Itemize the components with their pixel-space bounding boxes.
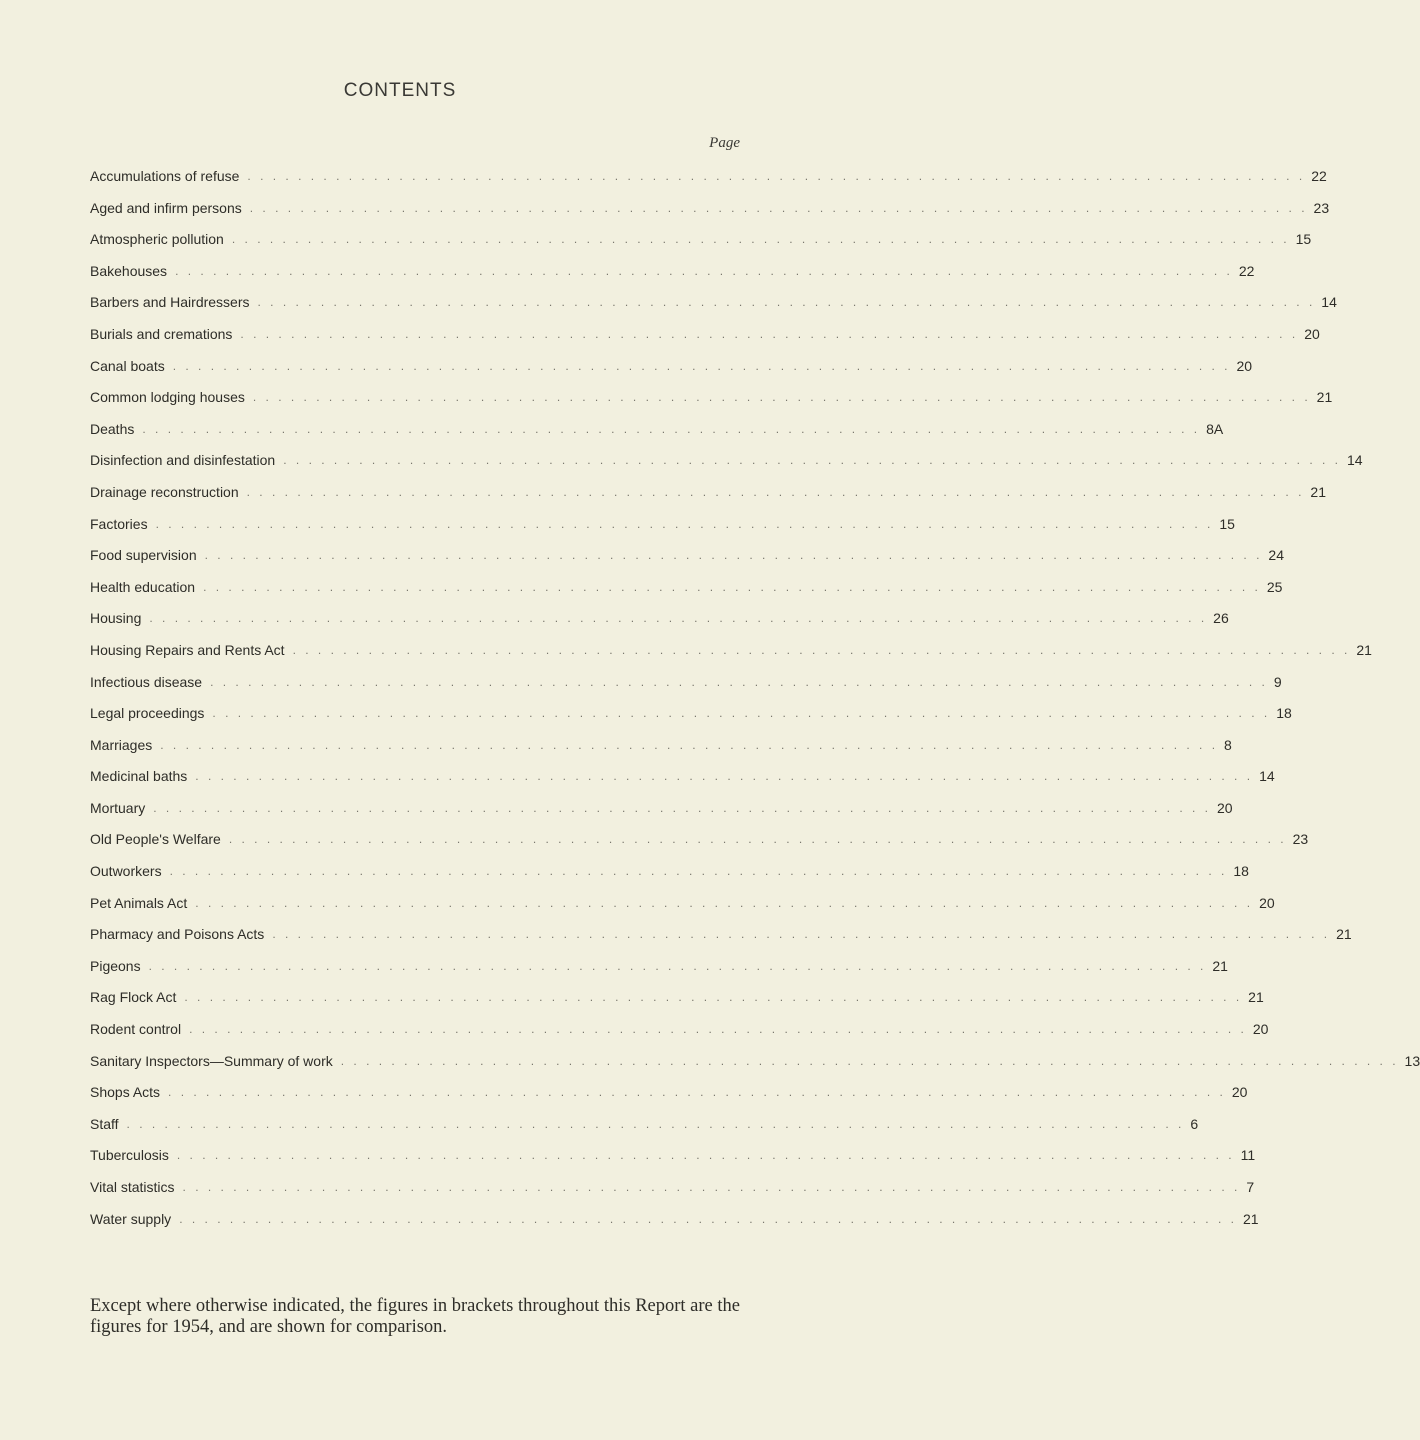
toc-label: Food supervision [90,547,197,564]
toc-page-number: 20 [1231,1084,1248,1101]
toc-page-number: 8 [1224,736,1232,753]
toc-label: Burials and cremations [90,325,233,342]
toc-label: Tuberculosis [90,1147,169,1164]
toc-label: Pet Animals Act [90,894,188,911]
toc-label: Pigeons [90,957,141,974]
toc-label: Aged and infirm persons [90,199,242,216]
dot-leader: . . . . . . . . . . . . . . . . . . . . . . . . . . . . . . . . . . . . . . . . . . . . . . . . . . . . . . . . . . . . . . . . . . . . . . . . . . . . . . . . . . . . [142,421,1201,436]
dot-leader: . . . . . . . . . . . . . . . . . . . . . . . . . . . . . . . . . . . . . . . . . . . . . . . . . . . . . . . . . . . . . . . . . . . . . . . . . . . . . . . . . . . . [231,232,1290,247]
toc-page-number: 21 [1310,483,1326,500]
toc-entry-food-supervision [90,540,1284,572]
dot-leader: . . . . . . . . . . . . . . . . . . . . . . . . . . . . . . . . . . . . . . . . . . . . . . . . . . . . . . . . . . . . . . . . . . . . . . . . . . . . . . . . . . . . [204,548,1263,563]
toc-label: Bakehouses [90,262,168,279]
dot-leader: . . . . . . . . . . . . . . . . . . . . . . . . . . . . . . . . . . . . . . . . . . . . . . . . . . . . . . . . . . . . . . . . . . . . . . . . . . . . . . . . . . . . [252,390,1311,405]
dot-leader: . . . . . . . . . . . . . . . . . . . . . . . . . . . . . . . . . . . . . . . . . . . . . . . . . . . . . . . . . . . . . . . . . . . . . . . . . . . . . . . . . . . . [283,453,1342,468]
toc-label: Medicinal baths [90,768,188,785]
toc-label: Common lodging houses [90,389,245,406]
toc-page-number: 18 [1276,705,1292,722]
dot-leader: . . . . . . . . . . . . . . . . . . . . . . . . . . . . . . . . . . . . . . . . . . . . . . . . . . . . . . . . . . . . . . . . . . . . . . . . . . . . . . . . . . . . [184,990,1243,1005]
dot-leader: . . . . . . . . . . . . . . . . . . . . . . . . . . . . . . . . . . . . . . . . . . . . . . . . . . . . . . . . . . . . . . . . . . . . . . . . . . . . . . . . . . . . [212,706,1271,721]
toc-entry-accumulations-of-refuse [90,161,1327,193]
toc-label: Rodent control [90,1021,182,1038]
toc-entry-housing-repairs-and-rents-act [90,635,1372,667]
toc-page-number: 14 [1321,294,1337,311]
toc-page-number: 8A [1206,420,1224,437]
dot-leader: . . . . . . . . . . . . . . . . . . . . . . . . . . . . . . . . . . . . . . . . . . . . . . . . . . . . . . . . . . . . . . . . . . . . . . . . . . . . . . . . . . . . [228,832,1287,847]
toc-label: Drainage reconstruction [90,483,239,500]
toc-entry-pigeons [90,951,1228,983]
toc-page-number: 9 [1273,673,1282,690]
toc-entry-legal-proceedings [90,698,1292,730]
toc-page-number: 25 [1266,578,1283,595]
toc-page-number: 18 [1233,863,1249,880]
toc-label: Atmospheric pollution [90,231,224,248]
dot-leader: . . . . . . . . . . . . . . . . . . . . . . . . . . . . . . . . . . . . . . . . . . . . . . . . . . . . . . . . . . . . . . . . . . . . . . . . . . . . . . . . . . . . [240,326,1299,341]
toc-page-number: 21 [1212,957,1228,974]
toc-entry-staff [90,1109,1199,1141]
toc-page-number: 15 [1219,515,1235,532]
toc-entry-vital-statistics [90,1172,1255,1204]
toc-page-number: 22 [1238,262,1255,279]
toc-entry-bakehouses [90,256,1255,288]
dot-leader: . . . . . . . . . . . . . . . . . . . . . . . . . . . . . . . . . . . . . . . . . . . . . . . . . . . . . . . . . . . . . . . . . . . . . . . . . . . . . . . . . . . . [153,800,1212,815]
toc-page-number: 13 [1404,1052,1420,1069]
toc-entry-canal-boats [90,351,1253,383]
toc-entry-deaths [90,414,1224,446]
toc-entry-aged-and-infirm-persons [90,193,1330,225]
toc-entry-outworkers [90,856,1249,888]
dot-leader: . . . . . . . . . . . . . . . . . . . . . . . . . . . . . . . . . . . . . . . . . . . . . . . . . . . . . . . . . . . . . . . . . . . . . . . . . . . . . . . . . . . . [272,927,1331,942]
dot-leader: . . . . . . . . . . . . . . . . . . . . . . . . . . . . . . . . . . . . . . . . . . . . . . . . . . . . . . . . . . . . . . . . . . . . . . . . . . . . . . . . . . . . [148,958,1207,973]
toc-page-number: 21 [1336,926,1352,943]
toc-entry-marriages [90,730,1232,762]
toc-page-number: 23 [1292,831,1309,848]
dot-leader: . . . . . . . . . . . . . . . . . . . . . . . . . . . . . . . . . . . . . . . . . . . . . . . . . . . . . . . . . . . . . . . . . . . . . . . . . . . . . . . . . . . . [210,674,1268,689]
toc-page-number: 23 [1313,199,1330,216]
page-column-label: Page [709,135,740,151]
dot-leader: . . . . . . . . . . . . . . . . . . . . . . . . . . . . . . . . . . . . . . . . . . . . . . . . . . . . . . . . . . . . . . . . . . . . . . . . . . . . . . . . . . . . [168,1085,1226,1100]
toc-label: Staff [90,1115,119,1132]
toc-page-number: 21 [1316,389,1333,406]
toc-label: Deaths [90,420,135,437]
toc-page-number: 7 [1246,1179,1255,1195]
dot-leader: . . . . . . . . . . . . . . . . . . . . . . . . . . . . . . . . . . . . . . . . . . . . . . . . . . . . . . . . . . . . . . . . . . . . . . . . . . . . . . . . . . . . [179,1211,1237,1226]
dot-leader: . . . . . . . . . . . . . . . . . . . . . . . . . . . . . . . . . . . . . . . . . . . . . . . . . . . . . . . . . . . . . . . . . . . . . . . . . . . . . . . . . . . . [292,642,1351,657]
toc-label: Accumulations of refuse [90,168,240,184]
toc-label: Legal proceedings [90,705,205,722]
toc-label: Canal boats [90,357,165,374]
toc-entry-mortuary [90,793,1233,825]
toc-label: Vital statistics [90,1179,175,1195]
toc-label: Shops Acts [90,1084,161,1101]
toc-label: Barbers and Hairdressers [90,294,250,311]
toc-page-number: 20 [1236,357,1253,374]
toc-page-number: 11 [1240,1147,1256,1164]
toc-page-number: 14 [1347,452,1363,469]
toc-label: Pharmacy and Poisons Acts [90,926,265,943]
toc-entry-old-peoples-welfare [90,824,1309,856]
toc-entry-shops-acts [90,1077,1248,1109]
dot-leader: . . . . . . . . . . . . . . . . . . . . . . . . . . . . . . . . . . . . . . . . . . . . . . . . . . . . . . . . . . . . . . . . . . . . . . . . . . . . . . . . . . . . [126,1116,1185,1131]
dot-leader: . . . . . . . . . . . . . . . . . . . . . . . . . . . . . . . . . . . . . . . . . . . . . . . . . . . . . . . . . . . . . . . . . . . . . . . . . . . . . . . . . . . . [169,864,1228,879]
dot-leader: . . . . . . . . . . . . . . . . . . . . . . . . . . . . . . . . . . . . . . . . . . . . . . . . . . . . . . . . . . . . . . . . . . . . . . . . . . . . . . . . . . . . [195,769,1254,784]
toc-entry-sanitary-inspectors-summary [90,1046,1420,1078]
toc-entry-water-supply [90,1204,1259,1236]
toc-page-number: 21 [1242,1210,1259,1227]
dot-leader: . . . . . . . . . . . . . . . . . . . . . . . . . . . . . . . . . . . . . . . . . . . . . . . . . . . . . . . . . . . . . . . . . . . . . . . . . . . . . . . . . . . . [195,895,1254,910]
toc-page-number: 20 [1304,325,1320,342]
toc-entry-disinfection-and-disinfestation [90,445,1363,477]
contents-title: CONTENTS [343,80,457,101]
dot-leader: . . . . . . . . . . . . . . . . . . . . . . . . . . . . . . . . . . . . . . . . . . . . . . . . . . . . . . . . . . . . . . . . . . . . . . . . . . . . . . . . . . . . [176,1148,1235,1163]
toc-label: Infectious disease [90,673,203,690]
comparison-note: Except where otherwise indicated, the figures in brackets throughout this Report are the figures for 1954, and are shown for comparison. [90,1296,740,1337]
dot-leader: . . . . . . . . . . . . . . . . . . . . . . . . . . . . . . . . . . . . . . . . . . . . . . . . . . . . . . . . . . . . . . . . . . . . . . . . . . . . . . . . . . . . [182,1180,1241,1194]
toc-label: Housing [90,610,142,627]
dot-leader: . . . . . . . . . . . . . . . . . . . . . . . . . . . . . . . . . . . . . . . . . . . . . . . . . . . . . . . . . . . . . . . . . . . . . . . . . . . . . . . . . . . . [189,1022,1247,1037]
toc-entry-common-lodging-houses [90,382,1333,414]
toc-label: Housing Repairs and Rents Act [90,641,285,658]
toc-entry-rodent-control [90,1014,1269,1046]
toc-label: Factories [90,515,148,532]
dot-leader: . . . . . . . . . . . . . . . . . . . . . . . . . . . . . . . . . . . . . . . . . . . . . . . . . . . . . . . . . . . . . . . . . . . . . . . . . . . . . . . . . . . . [160,737,1219,752]
toc-page-number: 21 [1248,989,1264,1006]
toc-entry-medicinal-baths [90,761,1275,793]
toc-entry-burials-and-cremations [90,319,1320,351]
toc-label: Rag Flock Act [90,989,177,1006]
toc-label: Sanitary Inspectors—Summary of work [90,1052,333,1069]
toc-entry-drainage-reconstruction [90,477,1326,509]
toc-label: Marriages [90,736,153,753]
toc-entry-tuberculosis [90,1140,1256,1172]
dot-leader: . . . . . . . . . . . . . . . . . . . . . . . . . . . . . . . . . . . . . . . . . . . . . . . . . . . . . . . . . . . . . . . . . . . . . . . . . . . . . . . . . . . . [340,1053,1399,1068]
toc-entry-factories [90,509,1235,541]
dot-leader: . . . . . . . . . . . . . . . . . . . . . . . . . . . . . . . . . . . . . . . . . . . . . . . . . . . . . . . . . . . . . . . . . . . . . . . . . . . . . . . . . . . . [246,484,1305,499]
toc-entry-housing [90,603,1229,635]
toc-page-number: 20 [1217,799,1233,816]
toc-entry-barbers-and-hairdressers [90,287,1337,319]
toc-page-number: 20 [1252,1021,1269,1038]
toc-label: Health education [90,578,196,595]
dot-leader: . . . . . . . . . . . . . . . . . . . . . . . . . . . . . . . . . . . . . . . . . . . . . . . . . . . . . . . . . . . . . . . . . . . . . . . . . . . . . . . . . . . . [249,200,1308,215]
toc-entry-rag-flock-act [90,982,1264,1014]
dot-leader: . . . . . . . . . . . . . . . . . . . . . . . . . . . . . . . . . . . . . . . . . . . . . . . . . . . . . . . . . . . . . . . . . . . . . . . . . . . . . . . . . . . . [247,169,1306,183]
toc-label: Old People's Welfare [90,831,221,848]
toc-entry-atmospheric-pollution [90,224,1312,256]
dot-leader: . . . . . . . . . . . . . . . . . . . . . . . . . . . . . . . . . . . . . . . . . . . . . . . . . . . . . . . . . . . . . . . . . . . . . . . . . . . . . . . . . . . . [257,295,1316,310]
dot-leader: . . . . . . . . . . . . . . . . . . . . . . . . . . . . . . . . . . . . . . . . . . . . . . . . . . . . . . . . . . . . . . . . . . . . . . . . . . . . . . . . . . . . [175,263,1233,278]
dot-leader: . . . . . . . . . . . . . . . . . . . . . . . . . . . . . . . . . . . . . . . . . . . . . . . . . . . . . . . . . . . . . . . . . . . . . . . . . . . . . . . . . . . . [172,358,1231,373]
contents-list [90,161,1420,1235]
toc-label: Mortuary [90,799,146,816]
toc-entry-pet-animals-act [90,888,1275,920]
toc-entry-pharmacy-and-poisons-acts [90,919,1352,951]
toc-page-number: 26 [1213,610,1229,627]
toc-label: Disinfection and disinfestation [90,452,276,469]
dot-leader: . . . . . . . . . . . . . . . . . . . . . . . . . . . . . . . . . . . . . . . . . . . . . . . . . . . . . . . . . . . . . . . . . . . . . . . . . . . . . . . . . . . . [149,611,1208,626]
toc-page-number: 14 [1259,768,1275,785]
toc-label: Outworkers [90,863,162,880]
toc-page-number: 24 [1268,547,1284,564]
toc-label: Water supply [90,1210,172,1227]
dot-leader: . . . . . . . . . . . . . . . . . . . . . . . . . . . . . . . . . . . . . . . . . . . . . . . . . . . . . . . . . . . . . . . . . . . . . . . . . . . . . . . . . . . . [155,516,1214,531]
toc-page-number: 22 [1311,168,1327,184]
toc-page-number: 21 [1356,641,1372,658]
toc-page-number: 20 [1259,894,1275,911]
toc-page-number: 6 [1190,1115,1199,1132]
toc-entry-infectious-disease [90,667,1282,699]
dot-leader: . . . . . . . . . . . . . . . . . . . . . . . . . . . . . . . . . . . . . . . . . . . . . . . . . . . . . . . . . . . . . . . . . . . . . . . . . . . . . . . . . . . . [203,579,1261,594]
toc-entry-health-education [90,572,1283,604]
toc-page-number: 15 [1295,231,1312,248]
